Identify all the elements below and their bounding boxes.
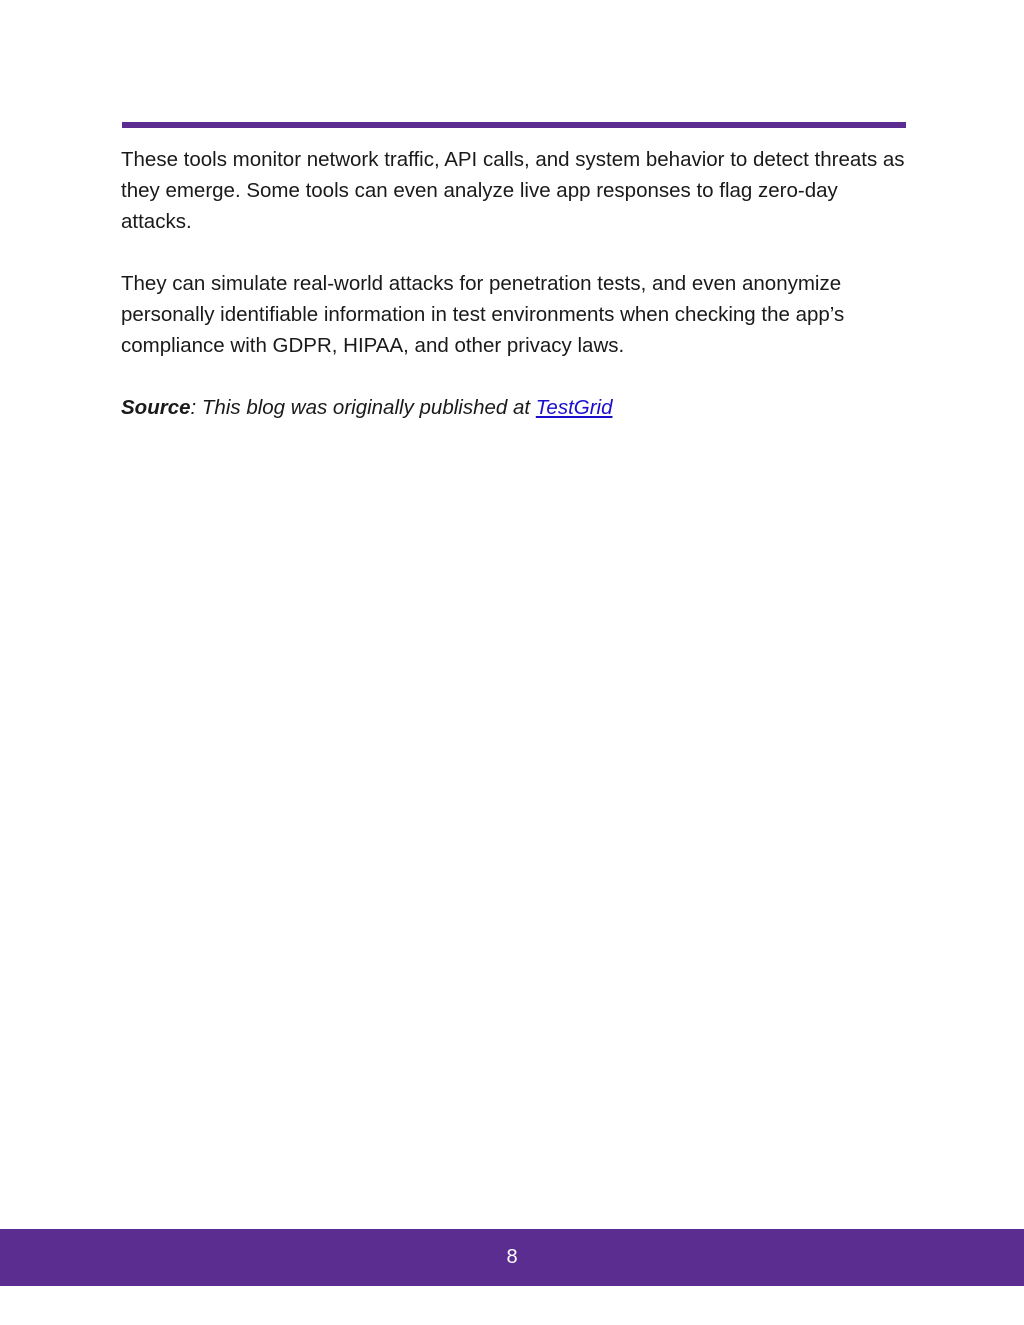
source-label: Source bbox=[121, 396, 191, 419]
source-link[interactable]: TestGrid bbox=[535, 396, 613, 419]
source-attribution bbox=[121, 392, 911, 423]
document-body bbox=[121, 144, 911, 454]
header-divider bbox=[122, 122, 906, 128]
footer-bar bbox=[0, 1229, 1024, 1286]
paragraph: These tools monitor network traffic, API calls, and system behavior to detect threats as they emerge. Some tools can even analyze live app responses to flag zero-day attacks. bbox=[121, 148, 905, 233]
source-text: : This blog was originally published at bbox=[190, 396, 536, 419]
paragraph: They can simulate real-world attacks for penetration tests, and even anonymize personally identifiable information in test environments when checking the app’s compliance with GDPR, HIPAA, and other privacy laws. bbox=[121, 272, 845, 357]
page-number: 8 bbox=[506, 1246, 518, 1268]
